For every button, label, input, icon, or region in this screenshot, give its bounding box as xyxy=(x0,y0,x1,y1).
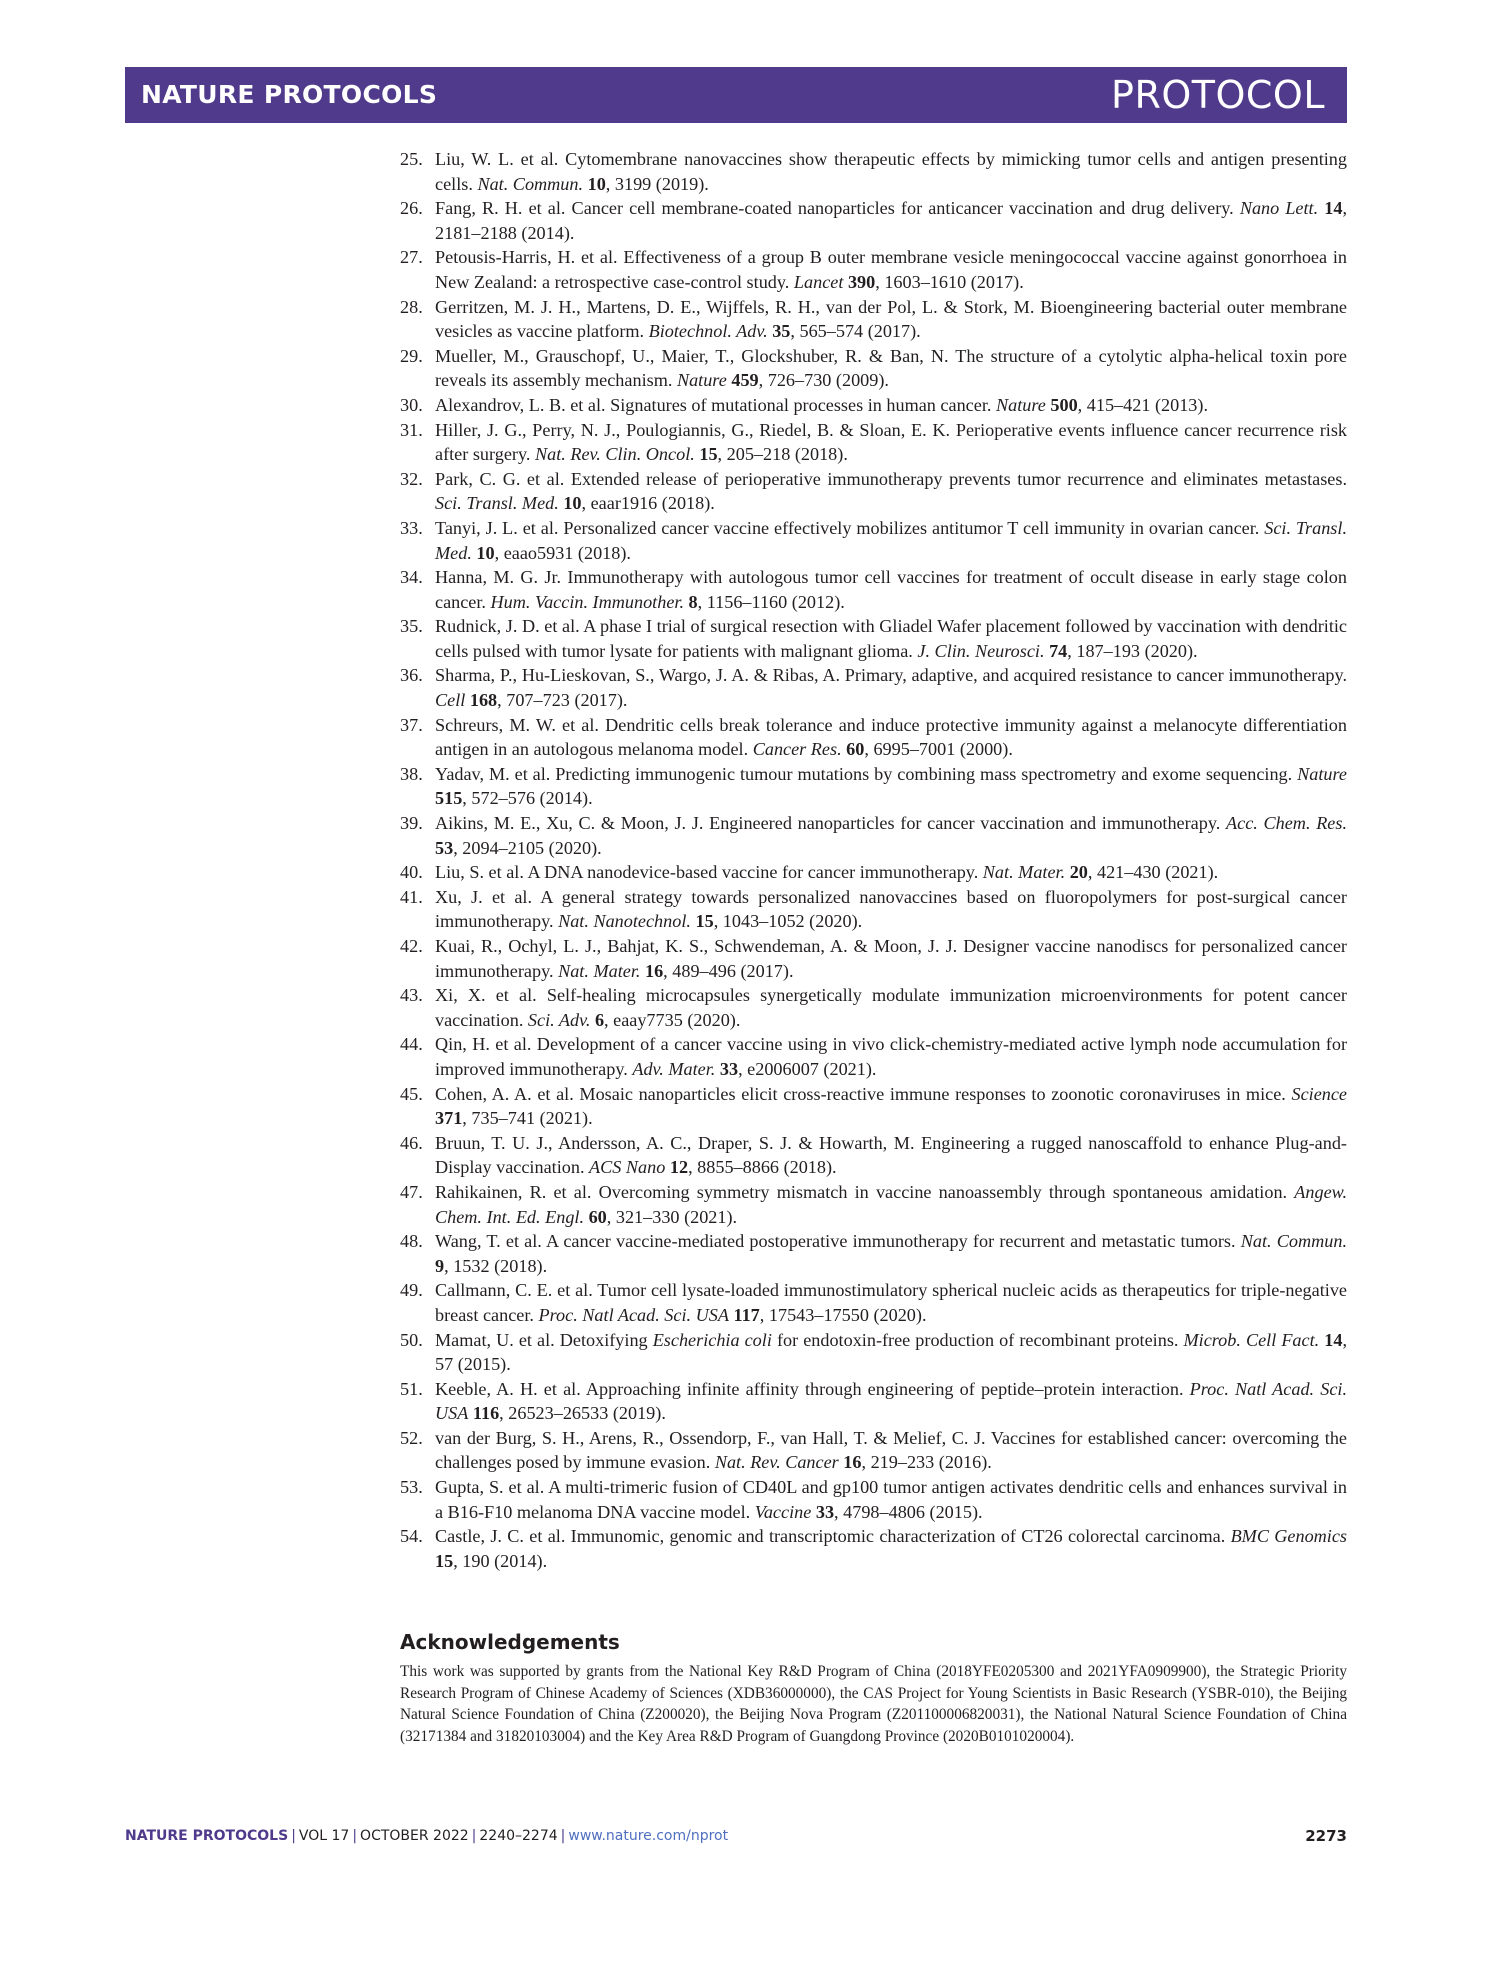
reference-number: 42. xyxy=(400,936,423,956)
reference-item xyxy=(400,196,1347,245)
reference-item xyxy=(400,1328,1347,1377)
acknowledgements-heading: Acknowledgements xyxy=(400,1630,620,1654)
reference-item xyxy=(400,983,1347,1032)
reference-list xyxy=(400,147,1347,1573)
reference-text: Liu, S. et al. A DNA nanodevice-based vaccine for cancer immunotherapy. Nat. Mater. 20, 421–430 (2021). xyxy=(435,862,1219,883)
reference-number: 32. xyxy=(400,468,423,489)
reference-item xyxy=(400,614,1347,663)
footer-journal-name: NATURE PROTOCOLS xyxy=(125,1828,289,1844)
reference-number: 27. xyxy=(400,247,423,268)
reference-number: 28. xyxy=(400,296,423,317)
reference-number: 30. xyxy=(400,394,423,415)
reference-item xyxy=(400,1180,1347,1229)
reference-number: 43. xyxy=(400,985,423,1006)
page-number: 2273 xyxy=(1305,1827,1347,1845)
reference-number: 48. xyxy=(400,1231,423,1252)
reference-text: Callmann, C. E. et al. Tumor cell lysate-loaded immunostimulatory spherical nucleic acids as therapeutics for triple-negative breast cancer. Proc. Natl Acad. Sci. USA 117, 17543–17550 (2020). xyxy=(435,1280,1347,1325)
footer-journal-link[interactable]: www.nature.com/nprot xyxy=(568,1828,729,1844)
reference-text: van der Burg, S. H., Arens, R., Ossendorp, F., van Hall, T. & Melief, C. J. Vaccines for established cancer: overcoming the challenges posed by immune evasion. Nat. Rev. Cancer 16, 219–233 (2016). xyxy=(435,1427,1347,1473)
footer-separator: | xyxy=(291,1828,296,1844)
reference-number: 29. xyxy=(400,345,423,366)
reference-number: 33. xyxy=(400,517,423,538)
reference-text: Rudnick, J. D. et al. A phase I trial of surgical resection with Gliadel Wafer placement followed by vaccination with dendritic cells pulsed with tumor lysate for patients with malignant glioma. J. Clin. Neurosci. 74, 187–193 (2020). xyxy=(435,616,1347,661)
reference-text: Castle, J. C. et al. Immunomic, genomic and transcriptomic characterization of CT26 colorectal carcinoma. BMC Genomics 15, 190 (2014). xyxy=(435,1526,1347,1571)
reference-text: Tanyi, J. L. et al. Personalized cancer vaccine effectively mobilizes antitumor T cell immunity in ovarian cancer. Sci. Transl. Med. 10, eaao5931 (2018). xyxy=(435,517,1347,563)
reference-text: Cohen, A. A. et al. Mosaic nanoparticles elicit cross-reactive immune responses to zoonotic coronaviruses in mice. Science 371, 735–741 (2021). xyxy=(435,1083,1347,1129)
reference-item xyxy=(400,713,1347,762)
reference-number: 44. xyxy=(400,1034,423,1055)
reference-text: Mamat, U. et al. Detoxifying Escherichia coli for endotoxin-free production of recombinant proteins. Microb. Cell Fact. 14, 57 (2015). xyxy=(435,1329,1347,1375)
reference-item xyxy=(400,418,1347,467)
reference-item xyxy=(400,1082,1347,1131)
reference-item xyxy=(400,1032,1347,1081)
reference-item xyxy=(400,147,1347,196)
reference-item xyxy=(400,1377,1347,1426)
reference-number: 35. xyxy=(400,616,423,637)
reference-text: Alexandrov, L. B. et al. Signatures of mutational processes in human cancer. Nature 500, 415–421 (2013). xyxy=(435,394,1208,415)
reference-number: 39. xyxy=(400,813,423,834)
reference-item xyxy=(400,344,1347,393)
reference-item xyxy=(400,565,1347,614)
reference-item xyxy=(400,1131,1347,1180)
reference-number: 40. xyxy=(400,862,423,883)
reference-number: 49. xyxy=(400,1280,423,1301)
reference-item xyxy=(400,1475,1347,1524)
footer-date: OCTOBER 2022 xyxy=(360,1828,469,1844)
reference-text: Schreurs, M. W. et al. Dendritic cells break tolerance and induce protective immunity against a melanocyte differentiation antigen in an autologous melanoma model. Cancer Res. 60, 6995–7001 (2000). xyxy=(435,714,1347,760)
reference-number: 41. xyxy=(400,886,423,907)
reference-text: Kuai, R., Ochyl, L. J., Bahjat, K. S., Schwendeman, A. & Moon, J. J. Designer vaccine nanodiscs for personalized cancer immunotherapy. Nat. Mater. 16, 489–496 (2017). xyxy=(435,936,1347,981)
reference-text: Fang, R. H. et al. Cancer cell membrane-coated nanoparticles for anticancer vaccination and drug delivery. Nano Lett. 14, 2181–2188 (2014). xyxy=(435,198,1348,243)
reference-text: Gupta, S. et al. A multi-trimeric fusion of CD40L and gp100 tumor antigen activates dendritic cells and enhances survival in a B16-F10 melanoma DNA vaccine model. Vaccine 33, 4798–4806 (2015). xyxy=(435,1477,1347,1522)
reference-text: Petousis-Harris, H. et al. Effectiveness of a group B outer membrane vesicle meningococcal vaccine against gonorrhoea in New Zealand: a retrospective case-control study. Lancet 390, 1603–1610 (2017). xyxy=(435,247,1347,292)
reference-text: Aikins, M. E., Xu, C. & Moon, J. J. Engineered nanoparticles for cancer vaccination and immunotherapy. Acc. Chem. Res. 53, 2094–2105 (2020). xyxy=(435,813,1347,858)
header-journal-name: NATURE PROTOCOLS xyxy=(141,80,438,109)
reference-text: Park, C. G. et al. Extended release of perioperative immunotherapy prevents tumor recurrence and eliminates metastases. Sci. Transl. Med. 10, eaar1916 (2018). xyxy=(435,468,1347,514)
reference-item xyxy=(400,811,1347,860)
reference-text: Rahikainen, R. et al. Overcoming symmetry mismatch in vaccine nanoassembly through spontaneous amidation. Angew. Chem. Int. Ed. Engl. 60, 321–330 (2021). xyxy=(435,1181,1347,1227)
reference-text: Bruun, T. U. J., Andersson, A. C., Draper, S. J. & Howarth, M. Engineering a rugged nanoscaffold to enhance Plug-and-Display vaccination. ACS Nano 12, 8855–8866 (2018). xyxy=(435,1132,1347,1178)
reference-item xyxy=(400,663,1347,712)
reference-number: 34. xyxy=(400,567,423,588)
reference-text: Hanna, M. G. Jr. Immunotherapy with autologous tumor cell vaccines for treatment of occult disease in early stage colon cancer. Hum. Vaccin. Immunother. 8, 1156–1160 (2012). xyxy=(435,567,1347,612)
reference-text: Gerritzen, M. J. H., Martens, D. E., Wijffels, R. H., van der Pol, L. & Stork, M. Bioengineering bacterial outer membrane vesicles as vaccine platform. Biotechnol. Adv. 35, 565–574 (2017). xyxy=(435,296,1347,342)
reference-text: Hiller, J. G., Perry, N. J., Poulogiannis, G., Riedel, B. & Sloan, E. K. Perioperative events influence cancer recurrence risk after surgery. Nat. Rev. Clin. Oncol. 15, 205–218 (2018). xyxy=(435,419,1347,465)
footer-separator: | xyxy=(560,1828,566,1844)
reference-number: 47. xyxy=(400,1181,423,1202)
reference-item xyxy=(400,762,1347,811)
reference-item xyxy=(400,295,1347,344)
header-article-type: PROTOCOL xyxy=(1111,73,1325,117)
reference-item xyxy=(400,245,1347,294)
reference-item xyxy=(400,1278,1347,1327)
reference-text: Sharma, P., Hu-Lieskovan, S., Wargo, J. A. & Ribas, A. Primary, adaptive, and acquired resistance to cancer immunotherapy. Cell 168, 707–723 (2017). xyxy=(435,665,1347,711)
page-footer xyxy=(125,1825,1347,1847)
footer-separator: | xyxy=(471,1828,477,1844)
footer-separator: | xyxy=(352,1828,358,1844)
reference-item xyxy=(400,393,1347,418)
journal-header-bar xyxy=(125,67,1347,123)
reference-number: 25. xyxy=(400,149,423,169)
reference-number: 52. xyxy=(400,1427,423,1448)
reference-item xyxy=(400,934,1347,983)
footer-volume: VOL 17 xyxy=(298,1828,350,1844)
reference-number: 54. xyxy=(400,1526,423,1547)
reference-item xyxy=(400,860,1347,885)
reference-number: 26. xyxy=(400,198,423,219)
reference-number: 37. xyxy=(400,714,423,735)
reference-text: Mueller, M., Grauschopf, U., Maier, T., Glockshuber, R. & Ban, N. The structure of a cytolytic alpha-helical toxin pore reveals its assembly mechanism. Nature 459, 726–730 (2009). xyxy=(435,345,1347,391)
acknowledgements-body: This work was supported by grants from the National Key R&D Program of China (2018YFE0205300 and 2021YFA0909900), the Strategic Priority Research Program of Chinese Academy of Sciences (XDB36000000), the CAS Project for Young Scientists in Basic Research (YSBR-010), the Beijing Natural Science Foundation of China (Z200020), the Beijing Nova Program (Z201100006820031), the National Natural Science Foundation of China (32171384 and 31820103004) and the Key Area R&D Program of Guangdong Province (2020B0101020004). xyxy=(400,1663,1347,1745)
reference-item xyxy=(400,885,1347,934)
reference-number: 45. xyxy=(400,1083,423,1104)
reference-number: 38. xyxy=(400,763,423,784)
reference-item xyxy=(400,467,1347,516)
reference-text: Wang, T. et al. A cancer vaccine-mediated postoperative immunotherapy for recurrent and metastatic tumors. Nat. Commun. 9, 1532 (2018). xyxy=(435,1231,1347,1276)
reference-text: Qin, H. et al. Development of a cancer vaccine using in vivo click-chemistry-mediated active lymph node accumulation for improved immunotherapy. Adv. Mater. 33, e2006007 (2021). xyxy=(435,1034,1347,1079)
reference-text: Xi, X. et al. Self-healing microcapsules synergetically modulate immunization microenvironments for potent cancer vaccination. Sci. Adv. 6, eaay7735 (2020). xyxy=(435,985,1347,1030)
reference-text: Keeble, A. H. et al. Approaching infinite affinity through engineering of peptide–protein interaction. Proc. Natl Acad. Sci. USA 116, 26523–26533 (2019). xyxy=(435,1378,1347,1424)
reference-text: Liu, W. L. et al. Cytomembrane nanovaccines show therapeutic effects by mimicking tumor cells and antigen presenting cells. Nat. Commun. 10, 3199 (2019). xyxy=(435,149,1347,194)
reference-number: 51. xyxy=(400,1378,423,1399)
reference-item xyxy=(400,1229,1347,1278)
reference-number: 53. xyxy=(400,1477,423,1498)
reference-number: 46. xyxy=(400,1132,423,1153)
reference-item xyxy=(400,516,1347,565)
reference-text: Yadav, M. et al. Predicting immunogenic tumour mutations by combining mass spectrometry and exome sequencing. Nature 515, 572–576 (2014). xyxy=(435,763,1347,809)
reference-text: Xu, J. et al. A general strategy towards personalized nanovaccines based on fluoropolymers for post-surgical cancer immunotherapy. Nat. Nanotechnol. 15, 1043–1052 (2020). xyxy=(435,886,1347,932)
reference-item xyxy=(400,1524,1347,1573)
reference-number: 31. xyxy=(400,419,423,440)
footer-pages: 2240–2274 xyxy=(479,1828,558,1844)
reference-item xyxy=(400,1426,1347,1475)
reference-number: 50. xyxy=(400,1329,423,1350)
reference-number: 36. xyxy=(400,665,423,686)
